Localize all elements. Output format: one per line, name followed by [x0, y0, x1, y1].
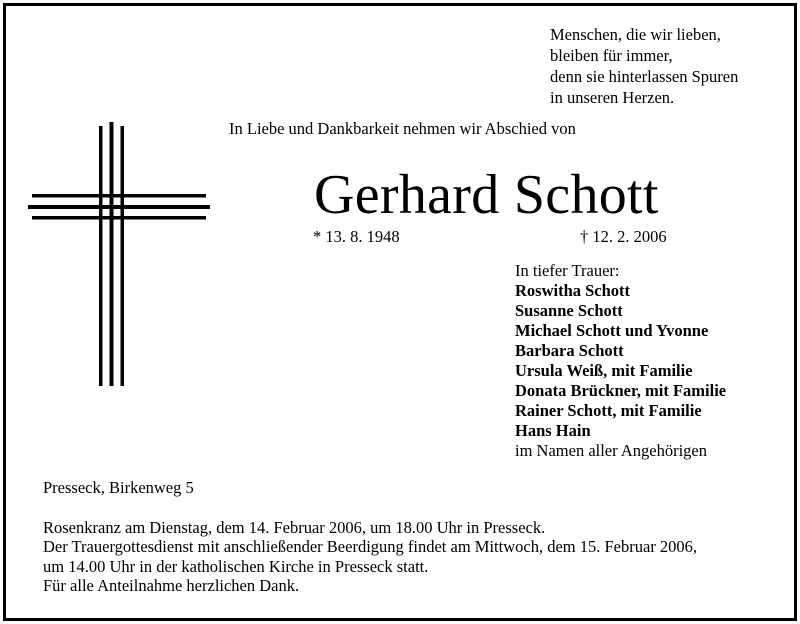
mourners-heading: In tiefer Trauer: [515, 261, 620, 280]
address: Presseck, Birkenweg 5 [43, 478, 194, 497]
quote-line: bleiben für immer, [550, 46, 673, 65]
death-date: † 12. 2. 2006 [580, 227, 667, 246]
mourner-name: Roswitha Schott [515, 281, 631, 300]
cross-horizontal-line [32, 216, 206, 220]
cross-vertical-line [110, 122, 114, 386]
birth-date: * 13. 8. 1948 [313, 227, 400, 246]
cross-icon [28, 122, 210, 388]
service-notice [43, 518, 697, 595]
mourners-list [515, 261, 726, 461]
mourner-name: Ursula Weiß, mit Familie [515, 361, 693, 380]
notice-line: Der Trauergottesdienst mit anschließender Beerdigung findet am Mittwoch, dem 15. Februar 2006, [43, 537, 698, 557]
quote-line: Menschen, die wir lieben, [550, 25, 721, 44]
notice-line: um 14.00 Uhr in der katholischen Kirche in Presseck statt. [43, 556, 429, 576]
quote-line: denn sie hinterlassen Spuren [550, 67, 739, 86]
mourner-name: Michael Schott und Yvonne [515, 321, 709, 340]
cross-horizontal-line [32, 194, 206, 198]
cross-vertical-line [99, 126, 103, 386]
mourners-closing: im Namen aller Angehörigen [515, 441, 707, 460]
cross-vertical-line [121, 126, 125, 386]
mourner-name: Rainer Schott, mit Familie [515, 401, 702, 420]
mourner-name: Barbara Schott [515, 341, 624, 360]
notice-line: Rosenkranz am Dienstag, dem 14. Februar 2006, um 18.00 Uhr in Presseck. [43, 518, 546, 537]
mourner-name: Hans Hain [515, 421, 591, 440]
notice-line: Für alle Anteilnahme herzlichen Dank. [43, 575, 300, 595]
quote [550, 24, 738, 108]
mourner-name: Donata Brückner, mit Familie [515, 381, 727, 400]
cross-horizontal-line [28, 205, 210, 209]
deceased-name: Gerhard Schott [314, 164, 659, 226]
mourner-name: Susanne Schott [515, 301, 623, 320]
quote-line: in unseren Herzen. [550, 88, 675, 107]
intro-line: In Liebe und Dankbarkeit nehmen wir Abschied von [229, 119, 576, 138]
